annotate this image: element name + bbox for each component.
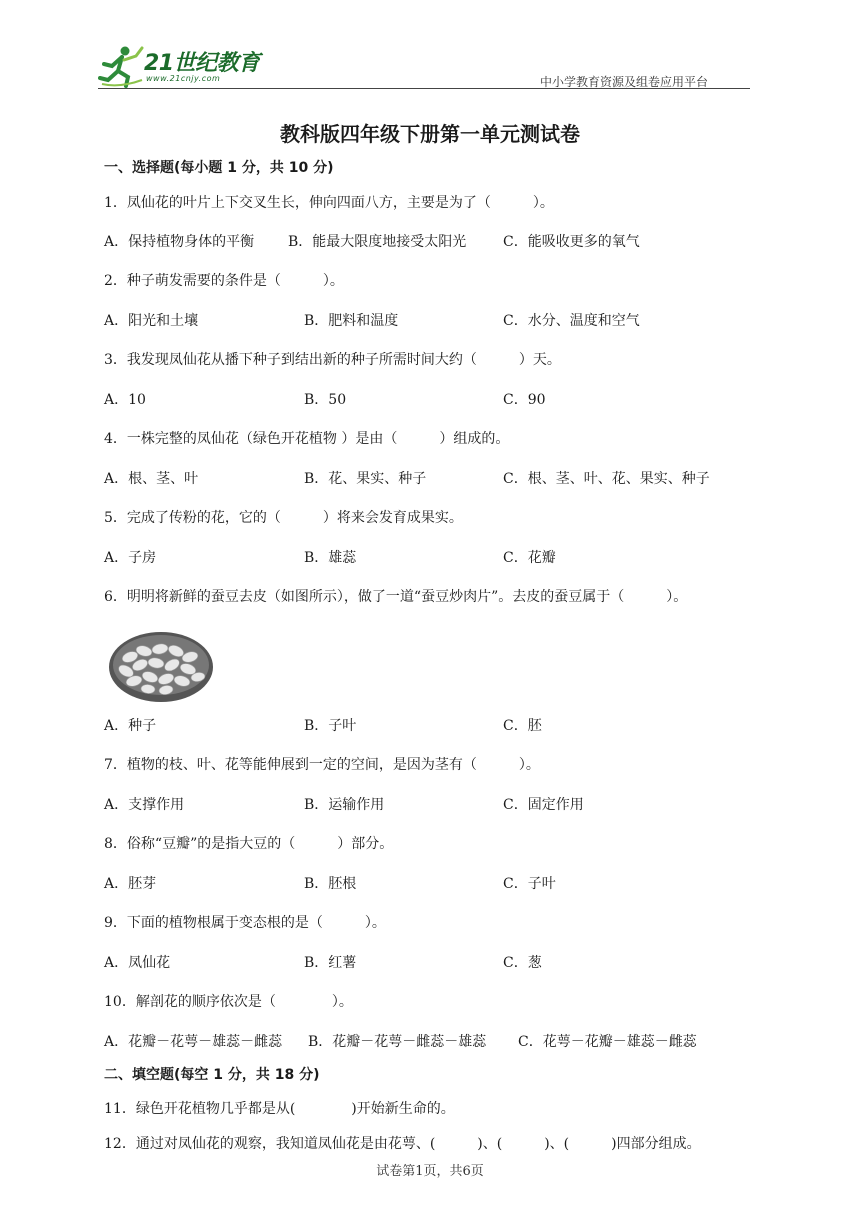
option-c[interactable]: C．水分、温度和空气 (503, 313, 640, 329)
runner-logo-icon (98, 44, 144, 88)
question-3: 3．我发现凤仙花从播下种子到结出新的种子所需时间大约（ ）天。 (104, 352, 561, 368)
option-c[interactable]: C．90 (503, 392, 546, 408)
question-2: 2．种子萌发需要的条件是（ ）。 (104, 273, 344, 289)
question-2-options (104, 310, 804, 330)
option-a[interactable]: A．根、茎、叶 (104, 471, 199, 487)
option-c[interactable]: C．子叶 (503, 876, 556, 892)
broad-bean-plate-image (108, 627, 214, 703)
question-1: 1．凤仙花的叶片上下交叉生长，伸向四面八方，主要是为了（ ）。 (104, 195, 554, 211)
question-4-options (104, 468, 804, 488)
option-a[interactable]: A．10 (104, 392, 146, 408)
question-9-options (104, 952, 804, 972)
question-5: 5．完成了传粉的花，它的（ ）将来会发育成果实。 (104, 510, 463, 526)
option-a[interactable]: A．花瓣－花萼－雄蕊－雌蕊 (104, 1034, 283, 1050)
question-10: 10．解剖花的顺序依次是（ ）。 (104, 994, 353, 1010)
option-a[interactable]: A．支撑作用 (104, 797, 185, 813)
option-b[interactable]: B．胚根 (304, 876, 357, 892)
option-c[interactable]: C．葱 (503, 955, 542, 971)
option-b[interactable]: B．红薯 (304, 955, 357, 971)
option-b[interactable]: B．50 (304, 392, 347, 408)
question-11: 11．绿色开花植物几乎都是从( )开始新生命的。 (104, 1101, 455, 1117)
option-b[interactable]: B．花、果实、种子 (304, 471, 427, 487)
option-b[interactable]: B．运输作用 (304, 797, 385, 813)
section-choice-heading: 一、选择题(每小题 1 分，共 10 分) (104, 160, 334, 176)
question-6: 6．明明将新鲜的蚕豆去皮（如图所示），做了一道“蚕豆炒肉片”。去皮的蚕豆属于（ ）。 (104, 589, 688, 605)
option-c[interactable]: C．能吸收更多的氧气 (503, 234, 640, 250)
question-6-options (104, 715, 804, 735)
platform-name: 中小学教育资源及组卷应用平台 (539, 75, 708, 89)
option-a[interactable]: A．凤仙花 (104, 955, 171, 971)
option-c[interactable]: C．胚 (503, 718, 542, 734)
option-c[interactable]: C．花瓣 (503, 550, 556, 566)
site-logo[interactable] (98, 44, 268, 92)
page-footer: 试卷第1页，共6页 (376, 1164, 484, 1179)
question-1-options (104, 231, 804, 251)
option-a[interactable]: A．子房 (104, 550, 157, 566)
option-c[interactable]: C．根、茎、叶、花、果实、种子 (503, 471, 710, 487)
option-c[interactable]: C．花萼－花瓣－雄蕊－雌蕊 (518, 1034, 697, 1050)
question-7-options (104, 794, 804, 814)
page-header (0, 0, 860, 92)
header-divider (98, 88, 750, 89)
question-8-options (104, 873, 804, 893)
question-7: 7．植物的枝、叶、花等能伸展到一定的空间，是因为茎有（ ）。 (104, 757, 540, 773)
question-10-options (104, 1031, 804, 1051)
option-a[interactable]: A．胚芽 (104, 876, 157, 892)
option-b[interactable]: B．花瓣－花萼－雌蕊－雄蕊 (308, 1034, 487, 1050)
question-8: 8．俗称“豆瓣”的是指大豆的（ ）部分。 (104, 836, 394, 852)
option-b[interactable]: B．能最大限度地接受太阳光 (288, 234, 467, 250)
question-9: 9．下面的植物根属于变态根的是（ ）。 (104, 915, 386, 931)
section-fill-heading: 二、填空题(每空 1 分，共 18 分) (104, 1067, 320, 1083)
logo-text: 21世纪教育 (144, 51, 260, 76)
logo-url: www.21cnjy.com (146, 74, 221, 83)
page-title: 教科版四年级下册第一单元测试卷 (280, 122, 580, 146)
option-a[interactable]: A．种子 (104, 718, 157, 734)
question-3-options (104, 389, 804, 409)
option-a[interactable]: A．保持植物身体的平衡 (104, 234, 255, 250)
option-b[interactable]: B．肥料和温度 (304, 313, 399, 329)
option-b[interactable]: B．雄蕊 (304, 550, 357, 566)
option-b[interactable]: B．子叶 (304, 718, 357, 734)
option-c[interactable]: C．固定作用 (503, 797, 584, 813)
option-a[interactable]: A．阳光和土壤 (104, 313, 199, 329)
question-12: 12．通过对凤仙花的观察，我知道凤仙花是由花萼、( )、( )、( )四部分组成。 (104, 1136, 701, 1152)
question-5-options (104, 547, 804, 567)
question-4: 4．一株完整的凤仙花（绿色开花植物 ）是由（ ）组成的。 (104, 431, 510, 447)
